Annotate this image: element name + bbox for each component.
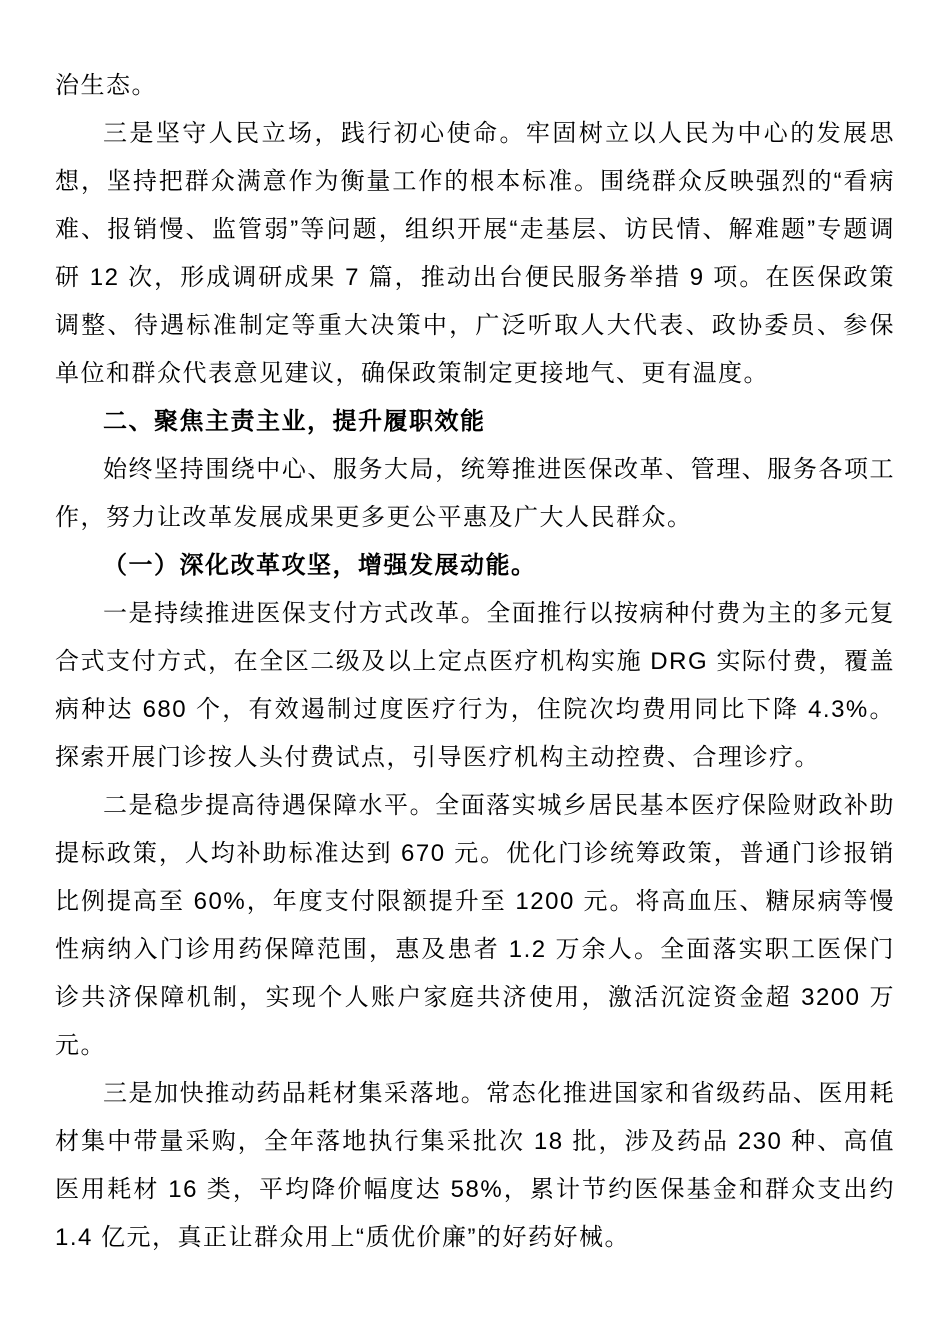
paragraph-people-stance: 三是坚守人民立场，践行初心使命。牢固树立以人民为中心的发展思想，坚持把群众满意作为衡量工作的根本标准。围绕群众反映强烈的“看病难、报销慢、监管弱”等问题，组织开展“走基层、访民情、解难题”专题调研 12 次，形成调研成果 7 篇，推动出台便民服务举措 9 项。在医保政策调整、待遇标准制定等重大决策中，广泛听取人大代表、政协委员、参保单位和群众代表意见建议，确保政策制定更接地气、更有温度。 xyxy=(55,120,895,387)
sub-heading-2-1: （一）深化改革攻坚，增强发展动能。 xyxy=(103,552,537,579)
paragraph-payment-reform: 一是持续推进医保支付方式改革。全面推行以按病种付费为主的多元复合式支付方式，在全区二级及以上定点医疗机构实施 DRG 实际付费，覆盖病种达 680 个，有效遏制过度医疗行为，住院次均费用同比下降 4.3%。探索开展门诊按人头付费试点，引导医疗机构主动控费、合理诊疗。 xyxy=(55,600,895,771)
paragraph-centralized-procurement: 三是加快推动药品耗材集采落地。常态化推进国家和省级药品、医用耗材集中带量采购，全年落地执行集采批次 18 批，涉及药品 230 种、高值医用耗材 16 类，平均降价幅度达 58%，累计节约医保基金和群众支出约 1.4 亿元，真正让群众用上“质优价廉”的好药好械。 xyxy=(55,1080,895,1251)
paragraph-section-intro: 始终坚持围绕中心、服务大局，统筹推进医保改革、管理、服务各项工作，努力让改革发展成果更多更公平惠及广大人民群众。 xyxy=(55,456,895,531)
paragraph-continuation: 治生态。 xyxy=(55,72,157,99)
paragraph-benefit-level: 二是稳步提高待遇保障水平。全面落实城乡居民基本医疗保险财政补助提标政策，人均补助标准达到 670 元。优化门诊统筹政策，普通门诊报销比例提高至 60%，年度支付限额提升至 1200 元。将高血压、糖尿病等慢性病纳入门诊用药保障范围，惠及患者 1.2 万余人。全面落实职工医保门诊共济保障机制，实现个人账户家庭共济使用，激活沉淀资金超 3200 万元。 xyxy=(55,792,895,1059)
section-heading-2: 二、聚焦主责主业，提升履职效能 xyxy=(103,408,486,435)
